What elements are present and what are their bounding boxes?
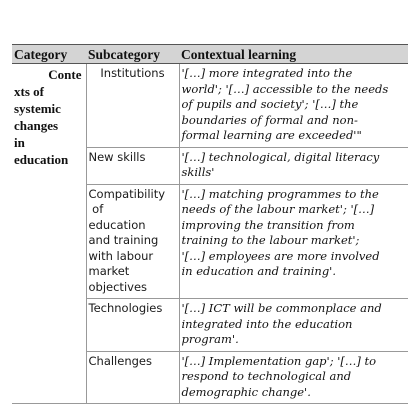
header-category: Category	[12, 45, 86, 64]
subcategory-line: with labour	[88, 248, 154, 263]
document-table	[12, 44, 408, 404]
quote-line: program'.	[181, 332, 239, 346]
contextual-learning-cell	[179, 184, 408, 299]
category-line: education	[14, 152, 69, 167]
category-cell	[12, 64, 86, 404]
subcategory-line: Compatibility	[88, 186, 166, 201]
table-row	[12, 64, 408, 148]
category-line: Conte	[48, 67, 82, 82]
quote-line: integrated into the education	[181, 316, 353, 331]
quote-line: world'; '[…] accessible to the needs	[181, 81, 389, 96]
quote-line: demographic change'.	[181, 384, 311, 399]
contextual-learning-cell	[179, 147, 408, 184]
quote-line: respond to technological and	[181, 369, 352, 383]
quote-line: training to the labour market';	[181, 233, 360, 247]
quote-line: improving the transition from	[181, 217, 355, 232]
quote-line: '[…] ICT will be commonplace and	[181, 301, 382, 315]
subcategory-line: education	[88, 217, 146, 232]
subcategory-line: market	[88, 264, 130, 278]
subcategory-line: objectives	[88, 279, 148, 294]
quote-line: of pupils and society'; '[…] the	[181, 97, 359, 111]
header-contextual-learning: Contextual learning	[179, 45, 408, 64]
quote-line: '[…] employees are more involved	[181, 248, 380, 263]
subcategory-cell: New skills	[86, 147, 179, 184]
subcategory-cell	[86, 184, 179, 299]
quote-line: '[…] matching programmes to the	[181, 186, 379, 201]
category-line: systemic	[14, 101, 61, 116]
quote-line: needs of the labour market'; '[…]	[181, 202, 375, 216]
category-line: in	[14, 135, 25, 150]
subcategory-cell: Institutions	[86, 64, 179, 148]
quote-line: skills'	[181, 165, 215, 179]
quote-line: boundaries of formal and non-	[181, 112, 358, 127]
quote-line: formal learning are exceeded'"	[181, 128, 362, 142]
quote-line: '[…] more integrated into the	[181, 66, 353, 80]
contextual-learning-cell	[179, 299, 408, 352]
subcategory-cell: Challenges	[86, 351, 179, 404]
quote-line: '[…] technological, digital literacy	[181, 149, 380, 164]
quote-line: '[…] Implementation gap'; '[…] to	[181, 353, 377, 368]
subcategory-line: and training	[88, 233, 159, 247]
header-row	[12, 45, 408, 64]
contextual-learning-cell	[179, 351, 408, 404]
subcategory-cell: Technologies	[86, 299, 179, 352]
subcategory-line: of	[88, 202, 104, 216]
contextual-learning-cell	[179, 64, 408, 148]
quote-line: in education and training'.	[181, 264, 336, 278]
header-subcategory: Subcategory	[86, 45, 179, 64]
category-line: xts of	[14, 84, 44, 99]
category-line: changes	[14, 118, 59, 133]
